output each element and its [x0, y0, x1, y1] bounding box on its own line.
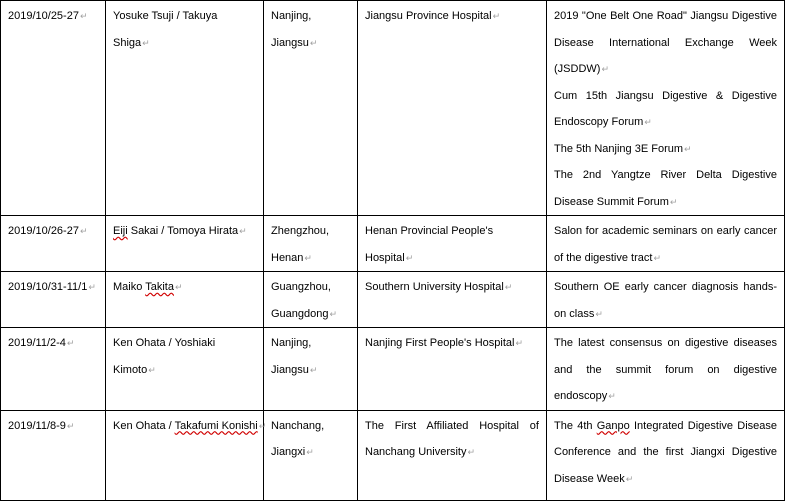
people-cell: Yosuke Tsuji / Takuya Shiga↵: [106, 1, 264, 216]
paragraph-mark-icon: ↵: [66, 338, 75, 348]
paragraph-mark-icon: ↵: [142, 37, 150, 48]
paragraph-mark-icon: ↵: [492, 11, 501, 21]
venue-cell: Jiangsu Province Hospital↵: [358, 1, 547, 216]
spellcheck-word: Ganpo: [596, 419, 630, 432]
event-cell: The 4th Ganpo Integrated Digestive Disease Conference and the first Jiangxi Digestive Disease Week↵: [547, 410, 785, 500]
people-cell: Maiko Takita↵: [106, 272, 264, 328]
paragraph-mark-icon: ↵: [79, 226, 88, 236]
paragraph-mark-icon: ↵: [669, 196, 678, 207]
paragraph-mark-icon: ↵: [653, 252, 661, 263]
paragraph-mark-icon: ↵: [405, 252, 414, 263]
paragraph-mark-icon: ↵: [467, 447, 476, 457]
date-cell: 2019/10/25-27↵: [1, 1, 106, 216]
paragraph-mark-icon: ↵: [625, 473, 634, 484]
date-cell: 2019/10/26-27↵: [1, 216, 106, 272]
spellcheck-word: Takita: [145, 281, 174, 293]
paragraph-mark-icon: ↵: [306, 447, 314, 457]
event-cell: 2019 "One Belt One Road" Jiangsu Digestive Disease International Exchange Week (JSDDW)↵ Cum 15th Jiangsu Digestive & Digestive Endoscopy Forum↵ The 5th Nanjing 3E Forum↵ The 2nd Yangtze River Delta Digestive Disease Summit Forum↵: [547, 1, 785, 216]
paragraph-mark-icon: ↵: [309, 37, 318, 48]
table-row: [1, 328, 785, 411]
paragraph-mark-icon: ↵: [595, 308, 603, 319]
spellcheck-word: Eiji: [113, 225, 128, 237]
paragraph-mark-icon: ↵: [174, 282, 183, 292]
paragraph-mark-icon: ↵: [608, 391, 616, 401]
event-cell: Southern OE early cancer diagnosis hands-on class↵: [547, 272, 785, 328]
table-row: [1, 410, 785, 500]
paragraph-mark-icon: ↵: [504, 282, 513, 292]
table-row: [1, 272, 785, 328]
date-cell: 2019/10/31-11/1↵: [1, 272, 106, 328]
place-cell: Zhengzhou, Henan↵: [264, 216, 358, 272]
event-cell: The latest consensus on digestive diseases and the summit forum on digestive endoscopy↵: [547, 328, 785, 411]
venue-cell: Nanjing First People's Hospital↵: [358, 328, 547, 411]
date-cell: 2019/11/2-4↵: [1, 328, 106, 411]
paragraph-mark-icon: ↵: [88, 282, 96, 292]
paragraph-mark-icon: ↵: [601, 64, 609, 74]
paragraph-mark-icon: ↵: [239, 226, 247, 236]
venue-cell: Southern University Hospital↵: [358, 272, 547, 328]
paragraph-mark-icon: ↵: [79, 11, 88, 21]
paragraph-mark-icon: ↵: [148, 364, 156, 375]
paragraph-mark-icon: ↵: [515, 338, 523, 348]
paragraph-mark-icon: ↵: [304, 252, 312, 263]
venue-cell: Henan Provincial People's Hospital↵: [358, 216, 547, 272]
place-cell: Nanjing, Jiangsu↵: [264, 328, 358, 411]
table-row: [1, 1, 785, 216]
event-cell: Salon for academic seminars on early cancer of the digestive tract↵: [547, 216, 785, 272]
people-cell: Ken Ohata / Takafumi Konishi↵: [106, 410, 264, 500]
people-cell: Eiji Sakai / Tomoya Hirata↵: [106, 216, 264, 272]
place-cell: Nanjing, Jiangsu↵: [264, 1, 358, 216]
table-row: [1, 216, 785, 272]
place-cell: Guangzhou, Guangdong↵: [264, 272, 358, 328]
place-cell: Nanchang, Jiangxi↵: [264, 410, 358, 500]
date-cell: 2019/11/8-9↵: [1, 410, 106, 500]
paragraph-mark-icon: ↵: [66, 420, 75, 431]
people-cell: Ken Ohata / Yoshiaki Kimoto↵: [106, 328, 264, 411]
paragraph-mark-icon: ↵: [684, 143, 692, 154]
venue-cell: The First Affiliated Hospital of Nanchang University↵: [358, 410, 547, 500]
paragraph-mark-icon: ↵: [329, 308, 338, 319]
spellcheck-word: Takafumi Konishi: [174, 419, 258, 432]
paragraph-mark-icon: ↵: [644, 117, 652, 127]
paragraph-mark-icon: ↵: [258, 420, 267, 431]
paragraph-mark-icon: ↵: [309, 364, 318, 375]
